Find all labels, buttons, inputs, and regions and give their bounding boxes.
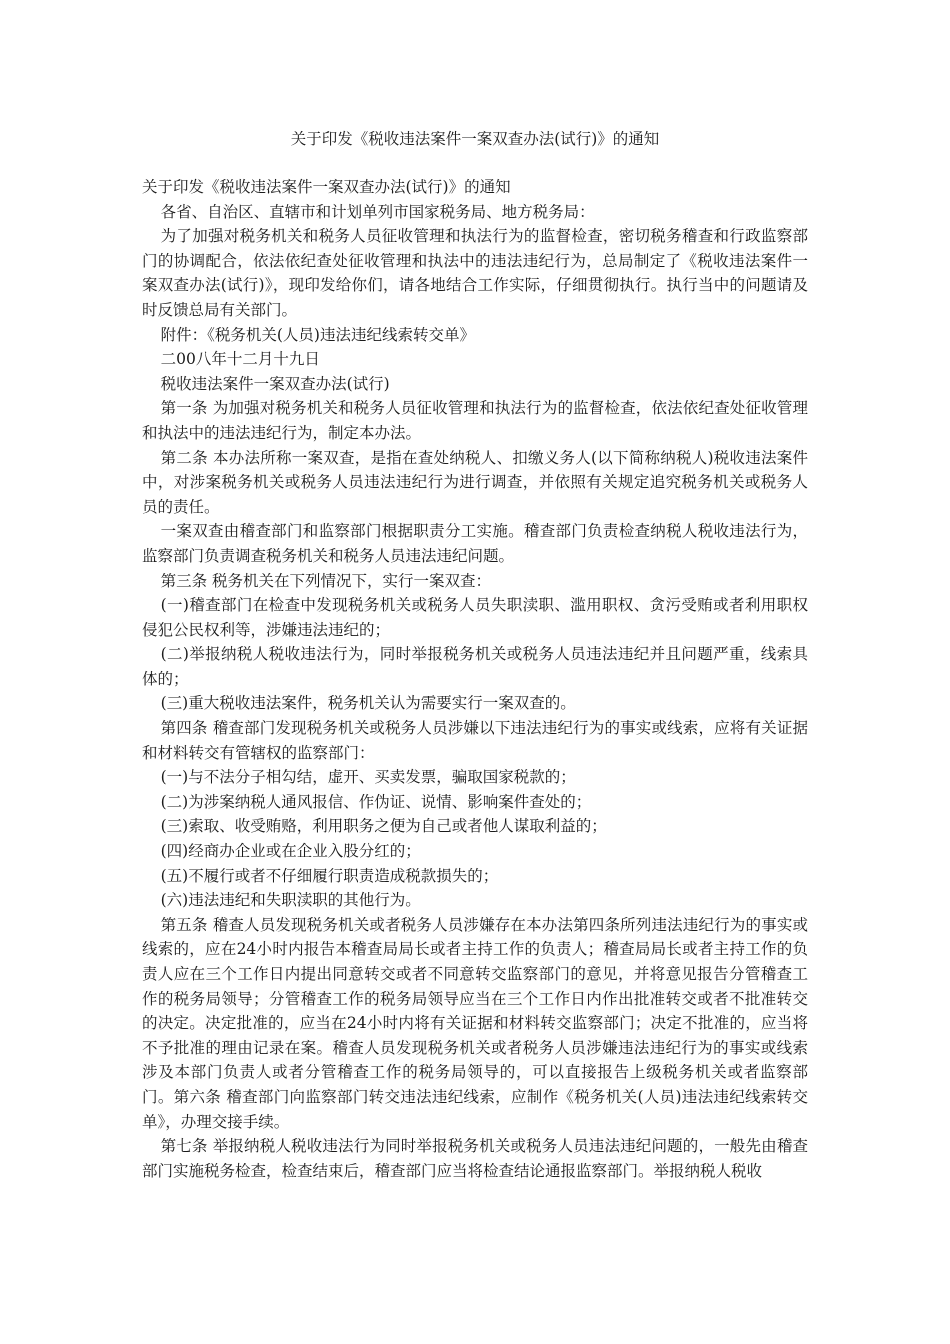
paragraph: (三)重大税收违法案件，税务机关认为需要实行一案双查的。 [160, 694, 576, 713]
paragraph: 第四条 稽查部门发现税务机关或税务人员涉嫌以下违法违纪行为的事实或线索，应将有关证据和材料转交有管辖权的监察部门： [142, 719, 808, 762]
paragraph: (五)不履行或者不仔细履行职责造成税款损失的； [160, 866, 499, 885]
paragraph: 附件：《税务机关(人员)违法违纪线索转交单》 [160, 325, 475, 344]
paragraph: (四)经商办企业或在企业入股分红的； [160, 842, 421, 861]
paragraph: (二)为涉案纳税人通风报信、作伪证、说情、影响案件查处的； [160, 792, 592, 811]
paragraph: (一)与不法分子相勾结，虚开、买卖发票，骗取国家税款的； [160, 768, 576, 787]
paragraph: (二)举报纳税人税收违法行为，同时举报税务机关或税务人员违法违纪并且问题严重，线索具体的； [142, 645, 808, 688]
paragraph: 各省、自治区、直辖市和计划单列市国家税务局、地方税务局： [160, 202, 595, 221]
paragraph: (六)违法违纪和失职渎职的其他行为。 [160, 891, 421, 910]
paragraph: 税收违法案件一案双查办法(试行) [160, 374, 390, 393]
document-title: 关于印发《税收违法案件一案双查办法(试行)》的通知 [290, 130, 660, 148]
paragraph: 第一条 为加强对税务机关和税务人员征收管理和执法行为的监督检查，依法依纪查处征收管理和执法中的违法违纪行为，制定本办法。 [142, 399, 808, 442]
paragraph: 第七条 举报纳税人税收违法行为同时举报税务机关或税务人员违法违纪问题的，一般先由稽查部门实施税务检查，检查结束后，稽查部门应当将检查结论通报监察部门。举报纳税人税收 [142, 1137, 808, 1180]
paragraph: 第二条 本办法所称一案双查，是指在查处纳税人、扣缴义务人(以下简称纳税人)税收违法案件中，对涉案税务机关或税务人员违法违纪行为进行调查，并依照有关规定追究税务机关或税务人员的责任。 [142, 448, 808, 516]
paragraph: 关于印发《税收违法案件一案双查办法(试行)》的通知 [142, 178, 511, 196]
document-body [142, 175, 808, 1183]
paragraph: 第三条 税务机关在下列情况下，实行一案双查： [160, 571, 492, 590]
paragraph: 二00八年十二月十九日 [160, 350, 320, 369]
paragraph: 为了加强对税务机关和税务人员征收管理和执法行为的监督检查，密切税务稽查和行政监察部门的协调配合，依法依纪查处征收管理和执法中的违法违纪行为，总局制定了《税收违法案件一案双查办法(试行)》，现印发给你们，请各地结合工作实际，仔细贯彻执行。执行当中的问题请及时反馈总局有关部门。 [142, 227, 808, 319]
paragraph: 一案双查由稽查部门和监察部门根据职责分工实施。稽查部门负责检查纳税人税收违法行为，监察部门负责调查税务机关和税务人员违法违纪问题。 [142, 522, 808, 565]
paragraph: (一)稽查部门在检查中发现税务机关或税务人员失职渎职、滥用职权、贪污受贿或者利用职权侵犯公民权利等，涉嫌违法违纪的； [142, 596, 808, 639]
paragraph: (三)索取、收受贿赂，利用职务之便为自己或者他人谋取利益的； [160, 817, 607, 836]
paragraph: 第五条 稽查人员发现税务机关或者税务人员涉嫌存在本办法第四条所列违法违纪行为的事实或线索的，应在24小时内报告本稽查局局长或者主持工作的负责人；稽查局局长或者主持工作的负责人应在三个工作日内提出同意转交或者不同意转交监察部门的意见，并将意见报告分管稽查工作的税务局领导；分管稽查工作的税务局领导应当在三个工作日内作出批准转交或者不批准转交的决定。决定批准的，应当在24小时内将有关证据和材料转交监察部门；决定不批准的，应当将不予批准的理由记录在案。稽查人员发现税务机关或者税务人员涉嫌违法违纪行为的事实或线索涉及本部门负责人或者分管稽查工作的税务局领导的，可以直接报告上级税务机关或者监察部门。第六条 稽查部门向监察部门转交违法违纪线索，应制作《税务机关(人员)违法违纪线索转交单》，办理交接手续。 [142, 915, 808, 1131]
